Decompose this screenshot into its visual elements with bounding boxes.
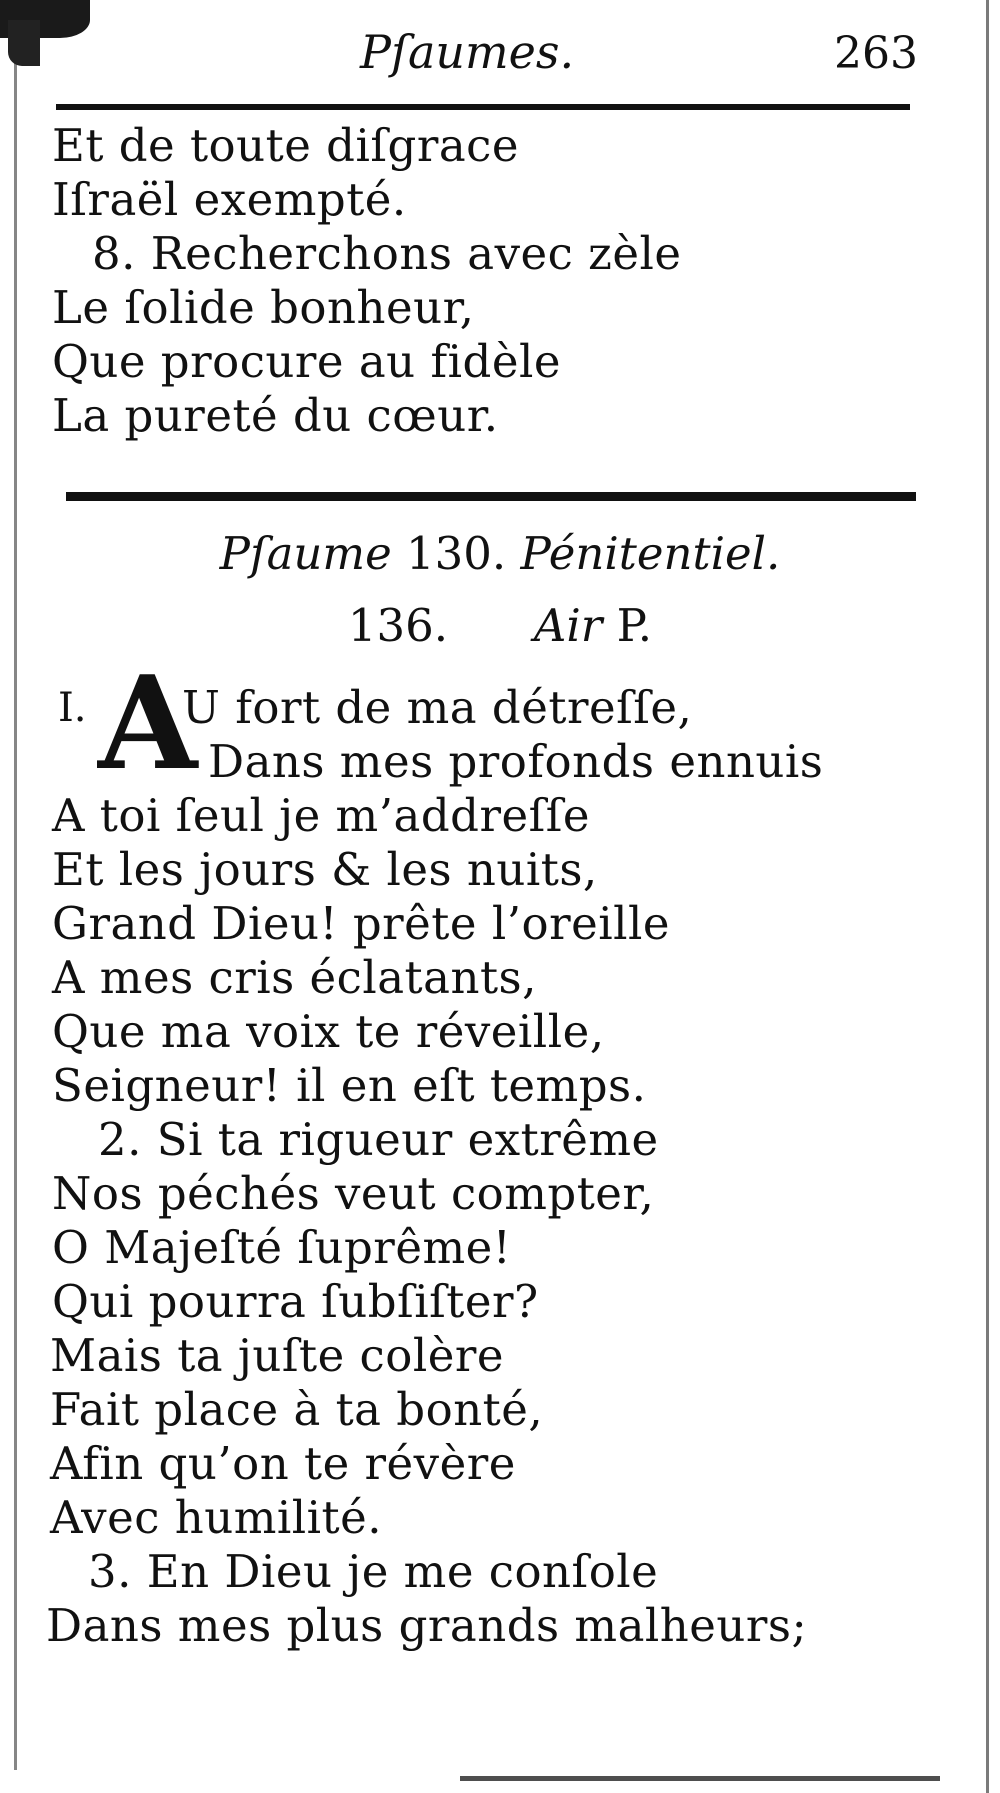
text-line: A mes cris éclatants, [52, 951, 537, 1004]
text-line: 8. Recherchons avec zèle [92, 227, 682, 280]
psalm-number: 130. [406, 527, 507, 580]
text-line: Afin qu’on te révère [50, 1437, 516, 1490]
text-line: Dans mes profonds ennuis [208, 735, 824, 788]
text-line: Grand Dieu! prête l’oreille [52, 897, 671, 950]
psalm-heading [150, 524, 850, 584]
text-line: Qui pourra ſubſiſter? [52, 1275, 539, 1328]
page-number: 263 [834, 28, 918, 79]
text-line: 3. En Dieu je me conſole [88, 1545, 659, 1598]
text-line: Fait place à ta bonté, [50, 1383, 544, 1436]
section-rule [66, 492, 916, 501]
text-line: La pureté du cœur. [52, 389, 499, 442]
text-line: U fort de ma détreſſe, [182, 681, 693, 734]
text-line: Mais ta juſte colère [50, 1329, 504, 1382]
page-left-edge [14, 30, 17, 1770]
text-line: Dans mes plus grands malheurs; [46, 1599, 808, 1652]
text-line: Iſraël exempté. [52, 173, 407, 226]
hymn-tune-line [250, 596, 750, 656]
text-line: Que procure au fidèle [52, 335, 561, 388]
tune-label: Air [533, 599, 603, 652]
running-header: Pſaumes. [360, 25, 575, 79]
page-right-edge [986, 0, 989, 1793]
ink-blot-lower [8, 20, 40, 66]
verse-number: I. [58, 685, 87, 731]
text-line: Seigneur! il en eſt temps. [52, 1059, 647, 1112]
header-rule [56, 104, 910, 110]
tune-letter: P. [616, 599, 653, 652]
page-bottom-edge [460, 1776, 940, 1781]
drop-cap: A [98, 649, 198, 799]
text-line: O Majeſté ſuprême! [52, 1221, 512, 1274]
psalm-subtitle: Pénitentiel. [520, 527, 781, 580]
text-line: 2. Si ta rigueur extrême [98, 1113, 659, 1166]
psalm-label: Pſaume [219, 527, 392, 580]
text-line: Et les jours & les nuits, [52, 843, 598, 896]
text-line: Le ſolide bonheur, [52, 281, 475, 334]
text-line: Et de toute diſgrace [52, 119, 519, 172]
text-line: A toi ſeul je m’addreſſe [52, 789, 591, 842]
text-line: Que ma voix te réveille, [52, 1005, 605, 1058]
text-line: Avec humilité. [50, 1491, 383, 1544]
hymn-number: 136. [347, 599, 449, 652]
text-line: Nos péchés veut compter, [52, 1167, 655, 1220]
